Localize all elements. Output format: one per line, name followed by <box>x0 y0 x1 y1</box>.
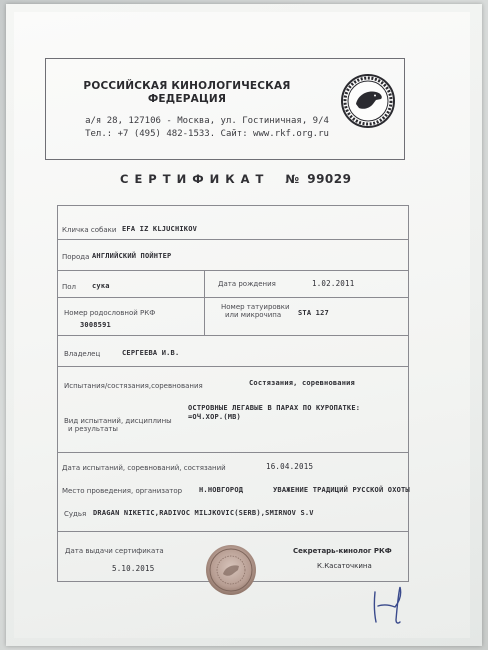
handwritten-signature <box>362 578 410 628</box>
certificate-number: 99029 <box>307 172 352 186</box>
pedigree-label: Номер родословной РКФ <box>64 309 156 317</box>
organizer-value: УВАЖЕНИЕ ТРАДИЦИЙ РУССКОЙ ОХОТЫ <box>273 486 410 494</box>
org-address: а/я 28, 127106 - Москва, ул. Гостиничная, 9/4 <box>85 116 329 126</box>
judge-label: Судья <box>64 510 87 518</box>
nickname-value: EFA IZ KLJUCHIKOV <box>122 225 198 233</box>
breed-label: Порода <box>62 253 90 261</box>
issue-date-label: Дата выдачи сертификата <box>65 547 164 555</box>
row-divider <box>57 239 408 240</box>
org-phone-site: Тел.: +7 (495) 482-1533. Сайт: www.rkf.org.ru <box>85 129 329 139</box>
row-divider <box>57 297 408 298</box>
pedigree-value: 3008591 <box>80 321 111 329</box>
event-type-value: Состязания, соревнования <box>249 379 355 387</box>
event-type-label: Испытания/состязания,соревнования <box>64 382 203 390</box>
rkf-logo-icon <box>340 73 396 129</box>
secretary-name: К.Касаточкина <box>317 562 372 570</box>
column-divider <box>204 270 205 335</box>
number-sign: № <box>285 172 300 186</box>
organization-name <box>82 80 292 106</box>
dob-value: 1.02.2011 <box>312 279 355 288</box>
owner-label: Владелец <box>64 350 101 358</box>
certificate-form <box>57 205 409 582</box>
place-value: Н.НОВГОРОД <box>199 486 244 494</box>
dob-label: Дата рождения <box>218 280 276 288</box>
breed-value: АНГЛИЙСКИЙ ПОЙНТЕР <box>92 252 172 260</box>
place-label: Место проведения, организатор <box>62 487 183 495</box>
event-date-label: Дата испытаний, соревнований, состязаний <box>62 464 226 472</box>
discipline-label-2: и результаты <box>68 425 118 433</box>
issue-date-value: 5.10.2015 <box>112 564 155 573</box>
certificate-title <box>120 172 410 186</box>
discipline-value-2: =ОЧ.ХОР.(МВ) <box>188 413 241 421</box>
event-date-value: 16.04.2015 <box>266 462 314 471</box>
row-divider <box>57 531 408 532</box>
certificate-title-word: СЕРТИФИКАТ <box>120 172 270 186</box>
sex-value: сука <box>92 282 110 290</box>
row-divider <box>57 452 408 453</box>
judges-value: DRAGAN NIKETIC,RADIVOC MILJKOVIC(SERB),SMIRNOV S.V <box>93 509 314 517</box>
sex-label: Пол <box>62 283 77 291</box>
org-name-line-1: РОССИЙСКАЯ КИНОЛОГИЧЕСКАЯ <box>83 80 291 92</box>
rkf-seal-stamp <box>205 544 257 596</box>
row-divider <box>57 270 408 271</box>
org-name-line-2: ФЕДЕРАЦИЯ <box>147 93 227 105</box>
organization-contacts <box>67 115 347 141</box>
row-divider <box>57 335 408 336</box>
tattoo-value: STA 127 <box>298 309 329 317</box>
discipline-label-1: Вид испытаний, дисциплины <box>64 417 172 425</box>
owner-value: СЕРГЕЕВА И.В. <box>122 349 180 357</box>
row-divider <box>57 366 408 367</box>
tattoo-label-2: или микрочипа <box>225 311 282 319</box>
discipline-value-1: ОСТРОВНЫЕ ЛЕГАВЫЕ В ПАРАХ ПО КУРОПАТКЕ: <box>188 404 361 412</box>
nickname-label: Кличка собаки <box>62 226 117 234</box>
secretary-label: Секретарь-кинолог РКФ <box>293 547 392 555</box>
tattoo-label-1: Номер татуировки <box>221 303 290 311</box>
